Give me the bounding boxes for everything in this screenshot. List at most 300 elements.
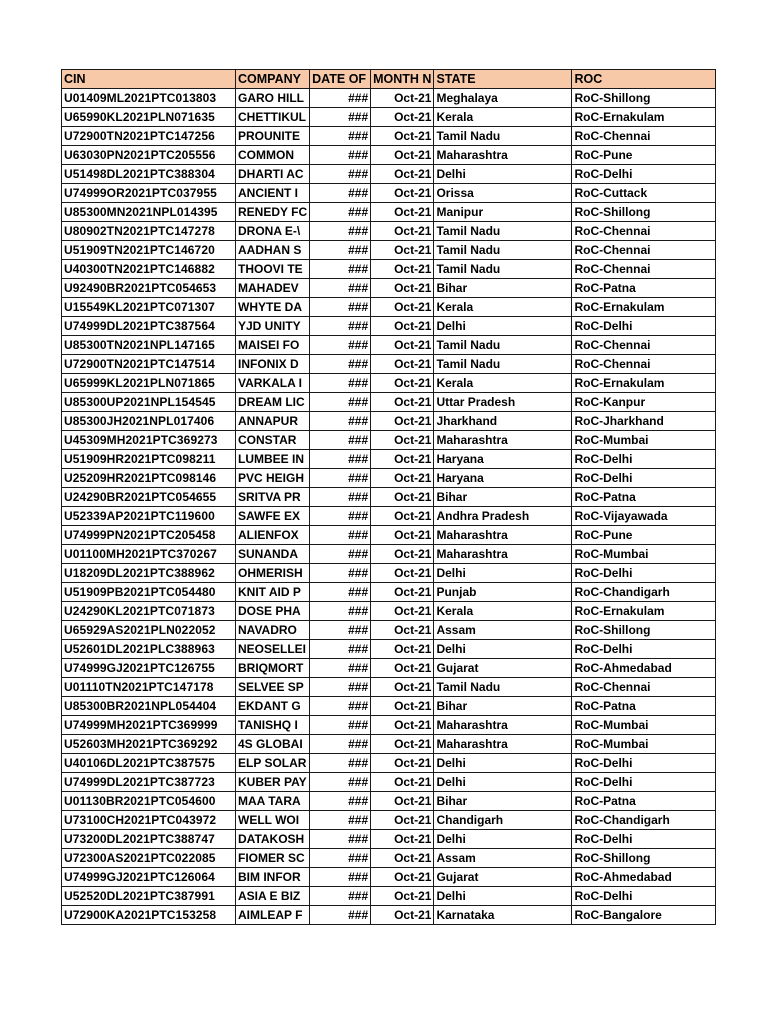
cell-date[interactable]: ### [310, 279, 371, 298]
cell-state[interactable]: Delhi [434, 165, 572, 184]
cell-cin[interactable]: U74999GJ2021PTC126755 [62, 659, 236, 678]
cell-company-name[interactable]: WHYTE DA [236, 298, 310, 317]
cell-date[interactable]: ### [310, 697, 371, 716]
cell-state[interactable]: Bihar [434, 279, 572, 298]
cell-date[interactable]: ### [310, 602, 371, 621]
cell-state[interactable]: Kerala [434, 602, 572, 621]
cell-roc[interactable]: RoC-Delhi [572, 564, 716, 583]
cell-date[interactable]: ### [310, 469, 371, 488]
cell-date[interactable]: ### [310, 488, 371, 507]
cell-date[interactable]: ### [310, 184, 371, 203]
table-row [62, 659, 716, 678]
cell-date[interactable]: ### [310, 450, 371, 469]
cell-month[interactable]: Oct-21 [371, 241, 434, 260]
cell-cin[interactable]: U01100MH2021PTC370267 [62, 545, 236, 564]
cell-roc[interactable]: RoC-Patna [572, 488, 716, 507]
cell-roc[interactable]: RoC-Delhi [572, 640, 716, 659]
cell-date[interactable]: ### [310, 165, 371, 184]
cell-date[interactable]: ### [310, 298, 371, 317]
cell-roc[interactable]: RoC-Vijayawada [572, 507, 716, 526]
header-company-name[interactable]: COMPANY [236, 70, 310, 89]
cell-company-name[interactable]: ASIA E BIZ [236, 887, 310, 906]
cell-company-name[interactable]: DOSE PHA [236, 602, 310, 621]
cell-month[interactable]: Oct-21 [371, 830, 434, 849]
cell-state[interactable]: Andhra Pradesh [434, 507, 572, 526]
table-row [62, 735, 716, 754]
cell-roc[interactable]: RoC-Mumbai [572, 735, 716, 754]
cell-month[interactable]: Oct-21 [371, 507, 434, 526]
cell-date[interactable]: ### [310, 640, 371, 659]
cell-date[interactable]: ### [310, 89, 371, 108]
cell-state[interactable]: Delhi [434, 754, 572, 773]
cell-month[interactable]: Oct-21 [371, 545, 434, 564]
cell-state[interactable]: Kerala [434, 374, 572, 393]
cell-date[interactable]: ### [310, 792, 371, 811]
cell-month[interactable]: Oct-21 [371, 298, 434, 317]
cell-date[interactable]: ### [310, 868, 371, 887]
cell-company-name[interactable]: THOOVI TE [236, 260, 310, 279]
header-roc[interactable]: ROC [572, 70, 716, 89]
cell-cin[interactable]: U85300JH2021NPL017406 [62, 412, 236, 431]
cell-company-name[interactable]: INFONIX D [236, 355, 310, 374]
cell-roc[interactable]: RoC-Delhi [572, 773, 716, 792]
cell-month[interactable]: Oct-21 [371, 792, 434, 811]
header-month-name[interactable]: MONTH N [371, 70, 434, 89]
cell-company-name[interactable]: OHMERISH [236, 564, 310, 583]
cell-month[interactable]: Oct-21 [371, 488, 434, 507]
cell-company-name[interactable]: LUMBEE IN [236, 450, 310, 469]
table-row [62, 165, 716, 184]
cell-state[interactable]: Maharashtra [434, 716, 572, 735]
cell-cin[interactable]: U85300TN2021NPL147165 [62, 336, 236, 355]
cell-cin[interactable]: U74999DL2021PTC387564 [62, 317, 236, 336]
cell-month[interactable]: Oct-21 [371, 184, 434, 203]
cell-month[interactable]: Oct-21 [371, 640, 434, 659]
cell-state[interactable]: Kerala [434, 108, 572, 127]
cell-state[interactable]: Gujarat [434, 659, 572, 678]
cell-month[interactable]: Oct-21 [371, 754, 434, 773]
cell-roc[interactable]: RoC-Delhi [572, 754, 716, 773]
cell-company-name[interactable]: PROUNITE [236, 127, 310, 146]
cell-roc[interactable]: RoC-Ernakulam [572, 298, 716, 317]
cell-date[interactable]: ### [310, 431, 371, 450]
cell-cin[interactable]: U25209HR2021PTC098146 [62, 469, 236, 488]
cell-cin[interactable]: U74999MH2021PTC369999 [62, 716, 236, 735]
cell-date[interactable]: ### [310, 393, 371, 412]
cell-date[interactable]: ### [310, 146, 371, 165]
cell-cin[interactable]: U73100CH2021PTC043972 [62, 811, 236, 830]
cell-cin[interactable]: U51498DL2021PTC388304 [62, 165, 236, 184]
cell-roc[interactable]: RoC-Delhi [572, 317, 716, 336]
cell-month[interactable]: Oct-21 [371, 393, 434, 412]
cell-state[interactable]: Meghalaya [434, 89, 572, 108]
cell-roc[interactable]: RoC-Shillong [572, 621, 716, 640]
cell-cin[interactable]: U40300TN2021PTC146882 [62, 260, 236, 279]
cell-company-name[interactable]: VARKALA I [236, 374, 310, 393]
cell-state[interactable]: Maharashtra [434, 545, 572, 564]
table-row [62, 773, 716, 792]
cell-month[interactable]: Oct-21 [371, 811, 434, 830]
cell-cin[interactable]: U52520DL2021PTC387991 [62, 887, 236, 906]
cell-company-name[interactable]: TANISHQ I [236, 716, 310, 735]
cell-state[interactable]: Delhi [434, 887, 572, 906]
cell-month[interactable]: Oct-21 [371, 716, 434, 735]
cell-company-name[interactable]: CHETTIKUL [236, 108, 310, 127]
cell-date[interactable]: ### [310, 545, 371, 564]
cell-month[interactable]: Oct-21 [371, 602, 434, 621]
cell-month[interactable]: Oct-21 [371, 222, 434, 241]
cell-state[interactable]: Kerala [434, 298, 572, 317]
cell-state[interactable]: Bihar [434, 697, 572, 716]
company-register-table [61, 69, 716, 925]
cell-roc[interactable]: RoC-Chandigarh [572, 811, 716, 830]
cell-date[interactable]: ### [310, 260, 371, 279]
cell-state[interactable]: Tamil Nadu [434, 336, 572, 355]
cell-company-name[interactable]: CONSTAR [236, 431, 310, 450]
cell-date[interactable]: ### [310, 678, 371, 697]
cell-company-name[interactable]: YJD UNITY [236, 317, 310, 336]
cell-cin[interactable]: U45309MH2021PTC369273 [62, 431, 236, 450]
cell-cin[interactable]: U74999PN2021PTC205458 [62, 526, 236, 545]
cell-roc[interactable]: RoC-Ahmedabad [572, 659, 716, 678]
cell-state[interactable]: Maharashtra [434, 431, 572, 450]
header-cin[interactable]: CIN [62, 70, 236, 89]
cell-month[interactable]: Oct-21 [371, 697, 434, 716]
cell-state[interactable]: Jharkhand [434, 412, 572, 431]
cell-roc[interactable]: RoC-Chennai [572, 127, 716, 146]
cell-date[interactable]: ### [310, 735, 371, 754]
cell-cin[interactable]: U74999OR2021PTC037955 [62, 184, 236, 203]
cell-cin[interactable]: U15549KL2021PTC071307 [62, 298, 236, 317]
table-row [62, 469, 716, 488]
cell-roc[interactable]: RoC-Chandigarh [572, 583, 716, 602]
cell-company-name[interactable]: SAWFE EX [236, 507, 310, 526]
table-row [62, 184, 716, 203]
table-row [62, 89, 716, 108]
cell-date[interactable]: ### [310, 583, 371, 602]
cell-cin[interactable]: U24290BR2021PTC054655 [62, 488, 236, 507]
cell-roc[interactable]: RoC-Ernakulam [572, 374, 716, 393]
cell-month[interactable]: Oct-21 [371, 412, 434, 431]
cell-company-name[interactable]: ALIENFOX [236, 526, 310, 545]
cell-state[interactable]: Bihar [434, 792, 572, 811]
cell-roc[interactable]: RoC-Delhi [572, 450, 716, 469]
cell-company-name[interactable]: KUBER PAY [236, 773, 310, 792]
cell-month[interactable]: Oct-21 [371, 735, 434, 754]
cell-roc[interactable]: RoC-Delhi [572, 887, 716, 906]
cell-month[interactable]: Oct-21 [371, 108, 434, 127]
cell-roc[interactable]: RoC-Kanpur [572, 393, 716, 412]
cell-company-name[interactable]: MAISEI FO [236, 336, 310, 355]
cell-state[interactable]: Tamil Nadu [434, 678, 572, 697]
cell-month[interactable]: Oct-21 [371, 127, 434, 146]
table-row [62, 336, 716, 355]
table-row [62, 222, 716, 241]
cell-roc[interactable]: RoC-Ernakulam [572, 108, 716, 127]
cell-roc[interactable]: RoC-Chennai [572, 355, 716, 374]
cell-cin[interactable]: U01130BR2021PTC054600 [62, 792, 236, 811]
cell-date[interactable]: ### [310, 754, 371, 773]
cell-roc[interactable]: RoC-Jharkhand [572, 412, 716, 431]
cell-state[interactable]: Uttar Pradesh [434, 393, 572, 412]
cell-date[interactable]: ### [310, 830, 371, 849]
cell-state[interactable]: Tamil Nadu [434, 241, 572, 260]
cell-company-name[interactable]: MAHADEV [236, 279, 310, 298]
cell-date[interactable]: ### [310, 355, 371, 374]
header-row [62, 70, 716, 89]
cell-cin[interactable]: U51909TN2021PTC146720 [62, 241, 236, 260]
cell-company-name[interactable]: NEOSELLEI [236, 640, 310, 659]
cell-state[interactable]: Tamil Nadu [434, 127, 572, 146]
cell-state[interactable]: Karnataka [434, 906, 572, 925]
cell-cin[interactable]: U72900KA2021PTC153258 [62, 906, 236, 925]
cell-date[interactable]: ### [310, 108, 371, 127]
cell-company-name[interactable]: ELP SOLAR [236, 754, 310, 773]
cell-date[interactable]: ### [310, 336, 371, 355]
table-header [62, 70, 716, 89]
cell-roc[interactable]: RoC-Shillong [572, 89, 716, 108]
cell-date[interactable]: ### [310, 241, 371, 260]
cell-company-name[interactable]: AIMLEAP F [236, 906, 310, 925]
cell-roc[interactable]: RoC-Patna [572, 279, 716, 298]
cell-month[interactable]: Oct-21 [371, 621, 434, 640]
cell-date[interactable]: ### [310, 203, 371, 222]
cell-month[interactable]: Oct-21 [371, 773, 434, 792]
cell-cin[interactable]: U65929AS2021PLN022052 [62, 621, 236, 640]
cell-month[interactable]: Oct-21 [371, 564, 434, 583]
cell-cin[interactable]: U01110TN2021PTC147178 [62, 678, 236, 697]
cell-date[interactable]: ### [310, 412, 371, 431]
cell-roc[interactable]: RoC-Patna [572, 792, 716, 811]
cell-company-name[interactable]: SELVEE SP [236, 678, 310, 697]
cell-cin[interactable]: U51909PB2021PTC054480 [62, 583, 236, 602]
cell-date[interactable]: ### [310, 716, 371, 735]
cell-company-name[interactable]: AADHAN S [236, 241, 310, 260]
cell-month[interactable]: Oct-21 [371, 431, 434, 450]
table-row [62, 602, 716, 621]
cell-company-name[interactable]: FIOMER SC [236, 849, 310, 868]
cell-month[interactable]: Oct-21 [371, 906, 434, 925]
cell-company-name[interactable]: ANNAPUR [236, 412, 310, 431]
cell-month[interactable]: Oct-21 [371, 678, 434, 697]
cell-month[interactable]: Oct-21 [371, 336, 434, 355]
cell-cin[interactable]: U85300MN2021NPL014395 [62, 203, 236, 222]
cell-state[interactable]: Chandigarh [434, 811, 572, 830]
cell-cin[interactable]: U52603MH2021PTC369292 [62, 735, 236, 754]
cell-roc[interactable]: RoC-Mumbai [572, 545, 716, 564]
cell-state[interactable]: Delhi [434, 317, 572, 336]
cell-month[interactable]: Oct-21 [371, 469, 434, 488]
cell-company-name[interactable]: DATAKOSH [236, 830, 310, 849]
cell-state[interactable]: Delhi [434, 773, 572, 792]
cell-date[interactable]: ### [310, 659, 371, 678]
cell-company-name[interactable]: 4S GLOBAI [236, 735, 310, 754]
cell-roc[interactable]: RoC-Delhi [572, 830, 716, 849]
cell-roc[interactable]: RoC-Cuttack [572, 184, 716, 203]
cell-company-name[interactable]: DHARTI AC [236, 165, 310, 184]
cell-cin[interactable]: U72900TN2021PTC147256 [62, 127, 236, 146]
cell-date[interactable]: ### [310, 317, 371, 336]
cell-month[interactable]: Oct-21 [371, 165, 434, 184]
cell-date[interactable]: ### [310, 887, 371, 906]
cell-month[interactable]: Oct-21 [371, 374, 434, 393]
table-row [62, 564, 716, 583]
cell-roc[interactable]: RoC-Ahmedabad [572, 868, 716, 887]
cell-state[interactable]: Delhi [434, 640, 572, 659]
cell-month[interactable]: Oct-21 [371, 659, 434, 678]
cell-cin[interactable]: U85300UP2021NPL154545 [62, 393, 236, 412]
cell-state[interactable]: Tamil Nadu [434, 355, 572, 374]
cell-month[interactable]: Oct-21 [371, 583, 434, 602]
cell-roc[interactable]: RoC-Mumbai [572, 431, 716, 450]
cell-company-name[interactable]: WELL WOI [236, 811, 310, 830]
cell-company-name[interactable]: ANCIENT I [236, 184, 310, 203]
cell-cin[interactable]: U18209DL2021PTC388962 [62, 564, 236, 583]
cell-company-name[interactable]: NAVADRO [236, 621, 310, 640]
cell-cin[interactable]: U65990KL2021PLN071635 [62, 108, 236, 127]
cell-cin[interactable]: U85300BR2021NPL054404 [62, 697, 236, 716]
cell-roc[interactable]: RoC-Pune [572, 146, 716, 165]
cell-cin[interactable]: U01409ML2021PTC013803 [62, 89, 236, 108]
cell-date[interactable]: ### [310, 374, 371, 393]
cell-date[interactable]: ### [310, 773, 371, 792]
cell-date[interactable]: ### [310, 222, 371, 241]
cell-state[interactable]: Haryana [434, 450, 572, 469]
cell-month[interactable]: Oct-21 [371, 279, 434, 298]
cell-company-name[interactable]: DREAM LIC [236, 393, 310, 412]
cell-roc[interactable]: RoC-Shillong [572, 203, 716, 222]
table-row [62, 393, 716, 412]
cell-date[interactable]: ### [310, 526, 371, 545]
cell-company-name[interactable]: KNIT AID P [236, 583, 310, 602]
table-row [62, 355, 716, 374]
cell-cin[interactable]: U73200DL2021PTC388747 [62, 830, 236, 849]
cell-roc[interactable]: RoC-Chennai [572, 222, 716, 241]
cell-company-name[interactable]: BIM INFOR [236, 868, 310, 887]
cell-roc[interactable]: RoC-Chennai [572, 241, 716, 260]
table-row [62, 298, 716, 317]
table-row [62, 868, 716, 887]
cell-company-name[interactable]: MAA TARA [236, 792, 310, 811]
cell-cin[interactable]: U65999KL2021PLN071865 [62, 374, 236, 393]
cell-date[interactable]: ### [310, 127, 371, 146]
cell-state[interactable]: Tamil Nadu [434, 260, 572, 279]
cell-month[interactable]: Oct-21 [371, 89, 434, 108]
cell-roc[interactable]: RoC-Ernakulam [572, 602, 716, 621]
cell-cin[interactable]: U24290KL2021PTC071873 [62, 602, 236, 621]
cell-state[interactable]: Punjab [434, 583, 572, 602]
table-row [62, 241, 716, 260]
cell-date[interactable]: ### [310, 621, 371, 640]
cell-month[interactable]: Oct-21 [371, 355, 434, 374]
cell-date[interactable]: ### [310, 507, 371, 526]
cell-cin[interactable]: U52601DL2021PLC388963 [62, 640, 236, 659]
cell-cin[interactable]: U63030PN2021PTC205556 [62, 146, 236, 165]
cell-company-name[interactable]: EKDANT G [236, 697, 310, 716]
cell-company-name[interactable]: DRONA E-\ [236, 222, 310, 241]
table-row [62, 507, 716, 526]
cell-state[interactable]: Orissa [434, 184, 572, 203]
table-row [62, 317, 716, 336]
cell-month[interactable]: Oct-21 [371, 260, 434, 279]
cell-roc[interactable]: RoC-Chennai [572, 678, 716, 697]
cell-month[interactable]: Oct-21 [371, 146, 434, 165]
cell-roc[interactable]: RoC-Bangalore [572, 906, 716, 925]
cell-company-name[interactable]: SUNANDA [236, 545, 310, 564]
cell-date[interactable]: ### [310, 906, 371, 925]
cell-month[interactable]: Oct-21 [371, 849, 434, 868]
cell-roc[interactable]: RoC-Pune [572, 526, 716, 545]
cell-company-name[interactable]: PVC HEIGH [236, 469, 310, 488]
cell-company-name[interactable]: RENEDY FC [236, 203, 310, 222]
cell-cin[interactable]: U40106DL2021PTC387575 [62, 754, 236, 773]
cell-roc[interactable]: RoC-Patna [572, 697, 716, 716]
cell-state[interactable]: Manipur [434, 203, 572, 222]
cell-company-name[interactable]: BRIQMORT [236, 659, 310, 678]
cell-roc[interactable]: RoC-Chennai [572, 260, 716, 279]
table-row [62, 830, 716, 849]
cell-cin[interactable]: U80902TN2021PTC147278 [62, 222, 236, 241]
cell-month[interactable]: Oct-21 [371, 203, 434, 222]
cell-month[interactable]: Oct-21 [371, 450, 434, 469]
cell-cin[interactable]: U74999GJ2021PTC126064 [62, 868, 236, 887]
cell-roc[interactable]: RoC-Shillong [572, 849, 716, 868]
cell-roc[interactable]: RoC-Delhi [572, 165, 716, 184]
cell-state[interactable]: Maharashtra [434, 526, 572, 545]
table-row [62, 811, 716, 830]
cell-date[interactable]: ### [310, 564, 371, 583]
cell-month[interactable]: Oct-21 [371, 526, 434, 545]
cell-cin[interactable]: U92490BR2021PTC054653 [62, 279, 236, 298]
cell-roc[interactable]: RoC-Delhi [572, 469, 716, 488]
table-row [62, 146, 716, 165]
cell-cin[interactable]: U52339AP2021PTC119600 [62, 507, 236, 526]
cell-state[interactable]: Maharashtra [434, 735, 572, 754]
cell-state[interactable]: Assam [434, 621, 572, 640]
cell-month[interactable]: Oct-21 [371, 317, 434, 336]
table-row [62, 450, 716, 469]
cell-month[interactable]: Oct-21 [371, 868, 434, 887]
cell-state[interactable]: Delhi [434, 564, 572, 583]
cell-state[interactable]: Tamil Nadu [434, 222, 572, 241]
cell-state[interactable]: Maharashtra [434, 146, 572, 165]
table-row [62, 849, 716, 868]
cell-cin[interactable]: U72900TN2021PTC147514 [62, 355, 236, 374]
table-row [62, 260, 716, 279]
cell-roc[interactable]: RoC-Mumbai [572, 716, 716, 735]
cell-state[interactable]: Assam [434, 849, 572, 868]
cell-company-name[interactable]: COMMON [236, 146, 310, 165]
cell-state[interactable]: Haryana [434, 469, 572, 488]
cell-month[interactable]: Oct-21 [371, 887, 434, 906]
table-row [62, 203, 716, 222]
cell-cin[interactable]: U51909HR2021PTC098211 [62, 450, 236, 469]
table-row [62, 792, 716, 811]
cell-state[interactable]: Gujarat [434, 868, 572, 887]
cell-company-name[interactable]: GARO HILL [236, 89, 310, 108]
cell-state[interactable]: Delhi [434, 830, 572, 849]
cell-roc[interactable]: RoC-Chennai [572, 336, 716, 355]
header-state[interactable]: STATE [434, 70, 572, 89]
cell-cin[interactable]: U74999DL2021PTC387723 [62, 773, 236, 792]
cell-state[interactable]: Bihar [434, 488, 572, 507]
cell-cin[interactable]: U72300AS2021PTC022085 [62, 849, 236, 868]
cell-company-name[interactable]: SRITVA PR [236, 488, 310, 507]
cell-date[interactable]: ### [310, 811, 371, 830]
table-row [62, 754, 716, 773]
header-date-of[interactable]: DATE OF [310, 70, 371, 89]
cell-date[interactable]: ### [310, 849, 371, 868]
